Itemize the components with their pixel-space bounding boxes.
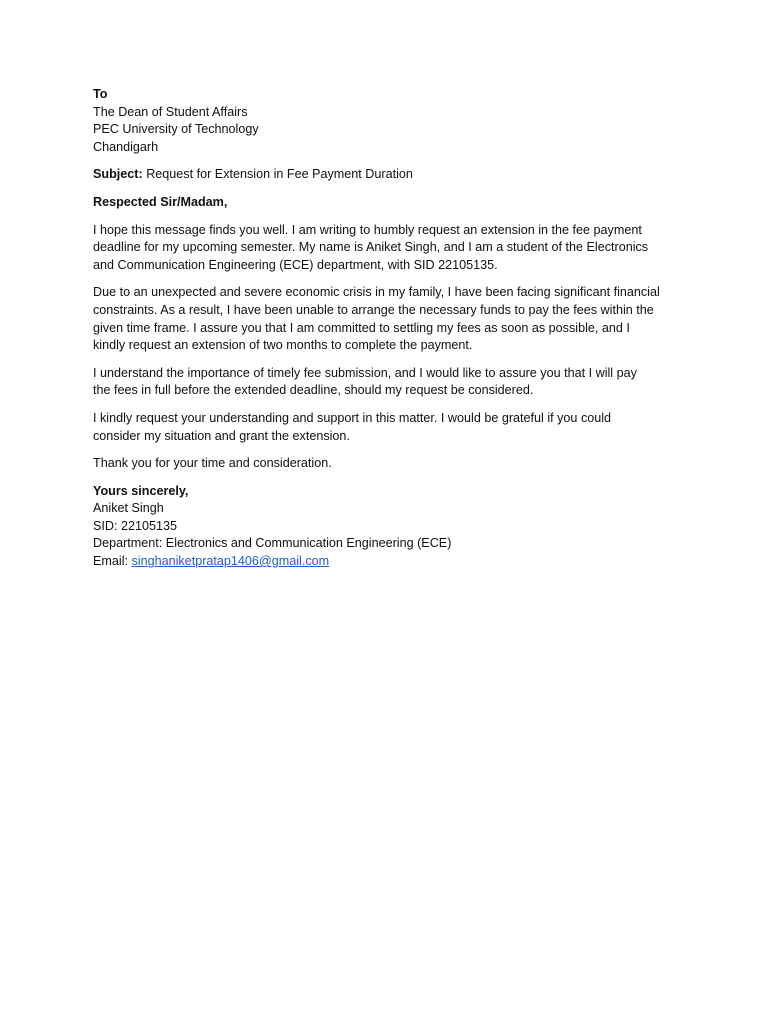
sender-name: Aniket Singh (93, 501, 164, 516)
to-label: To (93, 87, 108, 101)
paragraph-line: I understand the importance of timely fee submission, and I would like to assure you that I will pay (93, 365, 637, 380)
paragraph-line: I hope this message finds you well. I am writing to humbly request an extension in the fee payment (93, 222, 642, 237)
paragraph-line: and Communication Engineering (ECE) department, with SID 22105135. (93, 257, 498, 272)
sender-sid: SID: 22105135 (93, 518, 178, 533)
recipient-city: Chandigarh (93, 139, 159, 154)
signoff: Yours sincerely, (93, 483, 189, 498)
subject-label: Subject: (93, 167, 143, 182)
subject-line (93, 166, 683, 184)
sender-department: Department: Electronics and Communication Engineering (ECE) (93, 536, 452, 551)
paragraph-2 (93, 284, 683, 354)
subject-text: Request for Extension in Fee Payment Duration (146, 167, 413, 182)
recipient-institution: PEC University of Technology (93, 122, 259, 137)
paragraph-3 (93, 365, 683, 400)
salutation: Respected Sir/Madam, (93, 194, 228, 209)
recipient-title: The Dean of Student Affairs (93, 104, 248, 119)
paragraph-line: given time frame. I assure you that I am committed to settling my fees as soon as possible, and I (93, 320, 630, 335)
paragraph-line: kindly request an extension of two months to complete the payment. (93, 338, 473, 353)
email-link[interactable]: singhaniketpratap1406@gmail.com (131, 554, 330, 569)
paragraph-5 (93, 455, 683, 473)
closing-block (93, 483, 683, 571)
email-label: Email: (93, 554, 132, 569)
paragraph-line: Due to an unexpected and severe economic crisis in my family, I have been facing significant financial (93, 285, 660, 300)
sender-email-line (93, 553, 683, 571)
paragraph-line: I kindly request your understanding and support in this matter. I would be grateful if you could (93, 410, 612, 425)
letter (93, 86, 683, 581)
paragraph-1 (93, 222, 683, 275)
salutation-block (93, 194, 683, 212)
paragraph-line: constraints. As a result, I have been unable to arrange the necessary funds to pay the fees within the (93, 302, 654, 317)
paragraph-line: Thank you for your time and consideration. (93, 456, 332, 471)
paragraph-line: deadline for my upcoming semester. My name is Aniket Singh, and I am a student of the Electronics (93, 240, 649, 255)
paragraph-line: the fees in full before the extended deadline, should my request be considered. (93, 383, 534, 398)
recipient-block (93, 86, 683, 156)
paragraph-4 (93, 410, 683, 445)
paragraph-line: consider my situation and grant the extension. (93, 428, 350, 443)
